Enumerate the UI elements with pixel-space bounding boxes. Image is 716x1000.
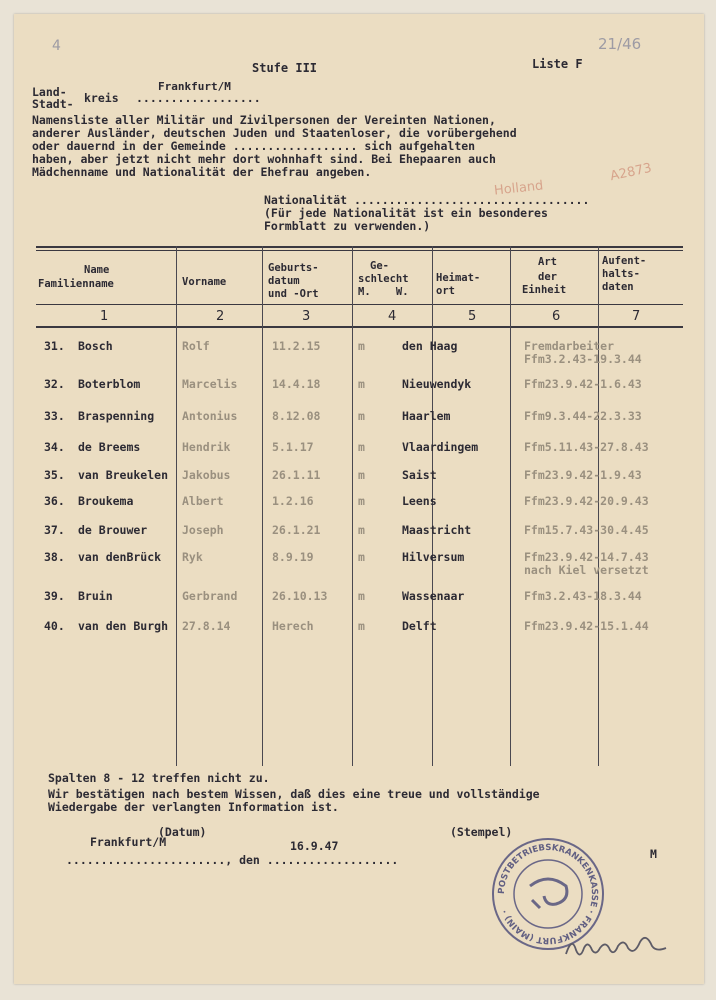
column-number-2: 2 (216, 309, 225, 324)
paper-sheet (14, 14, 704, 984)
cell-vorname: Ryk (182, 550, 203, 564)
signature-text: Brunner (582, 960, 587, 961)
posthorn-icon (530, 879, 567, 908)
cell-geburtsdatum: 8.9.19 (272, 550, 314, 564)
row-number: 31. (44, 339, 65, 353)
cell-geburtsdatum: Herech (272, 619, 314, 633)
pencil-number-top-left: 4 (52, 38, 61, 54)
header-aufenthalt-1: Aufent- (602, 255, 647, 267)
cell-familienname: de Brouwer (78, 523, 148, 537)
header-name: Name (84, 264, 110, 276)
cell-einheit-line: Fremdarbeiter (524, 339, 615, 353)
cell-geburtsdatum: 14.4.18 (272, 377, 321, 391)
cell-heimatort: Saist (402, 468, 437, 482)
cell-geschlecht: m (358, 589, 365, 603)
cell-geburtsdatum: 8.12.08 (272, 409, 321, 423)
kreis-dots: .................. (136, 91, 261, 105)
row-number: 38. (44, 550, 65, 564)
cell-einheit-line: Ffm23.9.42-20.9.43 (524, 494, 649, 508)
cell-familienname: Braspenning (78, 409, 155, 423)
cell-geburtsdatum: 5.1.17 (272, 440, 314, 454)
cell-geschlecht: m (358, 523, 365, 537)
cell-einheit-line: Ffm23.9.42-14.7.43 (524, 550, 649, 564)
cell-heimatort: Maastricht (402, 523, 472, 537)
cell-geburtsdatum: 26.10.13 (272, 589, 328, 603)
cell-einheit-line: Ffm23.9.42-1.6.43 (524, 377, 642, 391)
cell-vorname: Gerbrand (182, 589, 238, 603)
cell-vorname: Marcelis (182, 377, 238, 391)
header-einheit-1: Art (538, 256, 557, 268)
nationality-note-line-2: Formblatt zu verwenden.) (264, 219, 431, 233)
table-number-rule (36, 326, 683, 328)
kreis-label: kreis (84, 91, 119, 105)
cell-geschlecht: m (358, 409, 365, 423)
row-number: 40. (44, 619, 65, 633)
cell-einheit-line: Ffm5.11.43-27.8.43 (524, 440, 649, 454)
column-number-4: 4 (388, 309, 397, 324)
cell-familienname: van denBrück (78, 550, 162, 564)
cell-familienname: van den Burgh (78, 619, 169, 633)
signature-scribble (562, 930, 674, 964)
cell-heimatort: Hilversum (402, 550, 465, 564)
header-geburtsdatum-1: Geburts- (268, 262, 319, 274)
cell-geburtsdatum: 26.1.11 (272, 468, 321, 482)
description-line-1: Namensliste aller Militär und Zivilpersonen der Vereinten Nationen, (32, 113, 496, 127)
cell-geschlecht: m (358, 377, 365, 391)
cell-geschlecht: m (358, 440, 365, 454)
nationality-pencil: Holland (493, 178, 545, 199)
cell-familienname: Bosch (78, 339, 113, 353)
table-top-rule (36, 246, 683, 248)
column-divider-5 (510, 246, 511, 766)
cell-familienname: de Breems (78, 440, 141, 454)
row-number: 37. (44, 523, 65, 537)
pencil-number-top-right: 21/46 (598, 35, 642, 53)
cell-einheit-line: Ffm15.7.43-30.4.45 (524, 523, 649, 537)
cell-geschlecht: m (358, 550, 365, 564)
confirmation-line-1: Wir bestätigen nach bestem Wissen, daß dies eine treue und vollständige (48, 787, 540, 801)
red-reference-number: A2873 (608, 160, 654, 185)
header-familienname: Familienname (38, 278, 114, 290)
stufe-label: Stufe III (252, 61, 318, 75)
cell-vorname: Jakobus (182, 468, 231, 482)
header-geburtsdatum-2: datum (268, 275, 300, 287)
cell-einheit-line: Ffm23.9.42-15.1.44 (524, 619, 649, 633)
nationality-label: Nationalität .................................. (264, 193, 590, 207)
cell-familienname: van Breukelen (78, 468, 169, 482)
header-einheit-2: der (538, 271, 557, 283)
cell-geburtsdatum: 26.1.21 (272, 523, 321, 537)
cell-heimatort: den Haag (402, 339, 458, 353)
row-number: 39. (44, 589, 65, 603)
cell-einheit-line: Ffm23.9.42-1.9.43 (524, 468, 642, 482)
stamp-text: POSTBETRIEBSKRANKENKASSE · FRANKFURT (MAIN) · (496, 842, 600, 946)
header-geschlecht-2: schlecht (358, 273, 409, 285)
description-line-2: anderer Ausländer, deutschen Juden und Staatenloser, die vorübergehend (32, 126, 517, 140)
spalten-note: Spalten 8 - 12 treffen nicht zu. (48, 771, 270, 785)
stempel-label: (Stempel) (450, 825, 513, 839)
description-line-3: oder dauernd in der Gemeinde .................. sich aufgehalten (32, 139, 476, 153)
confirmation-line-2: Wiedergabe der verlangten Information ist. (48, 800, 339, 814)
table-header-rule (36, 304, 683, 305)
cell-geschlecht: m (358, 619, 365, 633)
header-aufenthalt-3: daten (602, 281, 634, 293)
row-number: 32. (44, 377, 65, 391)
datum-label: (Datum) (158, 825, 207, 839)
header-geschlecht-1: Ge- (370, 260, 389, 272)
land-label: Land- (32, 85, 67, 99)
cell-vorname: 27.8.14 (182, 619, 231, 633)
cell-familienname: Broukema (78, 494, 134, 508)
row-number: 33. (44, 409, 65, 423)
cell-vorname: Hendrik (182, 440, 231, 454)
cell-einheit-line: Ffm9.3.44-22.3.33 (524, 409, 642, 423)
column-number-6: 6 (552, 309, 561, 324)
header-vorname: Vorname (182, 276, 227, 288)
table-top-rule-2 (36, 250, 683, 251)
cell-heimatort: Haarlem (402, 409, 451, 423)
cell-geschlecht: m (358, 339, 365, 353)
m-mark: M (650, 847, 657, 861)
cell-vorname: Antonius (182, 409, 238, 423)
stadt-label: Stadt- (32, 97, 74, 111)
cell-vorname: Albert (182, 494, 224, 508)
cell-heimatort: Vlaardingem (402, 440, 479, 454)
cell-vorname: Rolf (182, 339, 210, 353)
column-number-7: 7 (632, 309, 641, 324)
cell-einheit-line: nach Kiel versetzt (524, 563, 649, 577)
column-number-1: 1 (100, 309, 109, 324)
cell-familienname: Boterblom (78, 377, 141, 391)
header-heimatort-2: ort (436, 285, 455, 297)
row-number: 35. (44, 468, 65, 482)
header-geburtsdatum-3: und -Ort (268, 288, 319, 300)
cell-geschlecht: m (358, 468, 365, 482)
date-dots-line: ......................., den ................... (66, 853, 399, 867)
cell-heimatort: Wassenaar (402, 589, 465, 603)
cell-vorname: Joseph (182, 523, 224, 537)
cell-heimatort: Leens (402, 494, 437, 508)
row-number: 36. (44, 494, 65, 508)
person-table (36, 246, 683, 766)
column-divider-2 (262, 246, 263, 766)
cell-einheit-line: Ffm3.2.43-19.3.44 (524, 352, 642, 366)
description-line-5: Mädchenname und Nationalität der Ehefrau angeben. (32, 165, 372, 179)
date-value: 16.9.47 (290, 839, 339, 853)
cell-heimatort: Nieuwendyk (402, 377, 472, 391)
column-divider-3 (352, 246, 353, 766)
header-heimatort-1: Heimat- (436, 272, 481, 284)
cell-geburtsdatum: 1.2.16 (272, 494, 314, 508)
kreis-value: Frankfurt/M (158, 80, 231, 93)
liste-label: Liste F (532, 57, 583, 71)
column-number-3: 3 (302, 309, 311, 324)
place-value: Frankfurt/M (90, 835, 167, 849)
header-aufenthalt-2: halts- (602, 268, 640, 280)
header-geschlecht-3: M. W. (358, 286, 409, 298)
nationality-note-line-1: (Für jede Nationalität ist ein besonderes (264, 206, 548, 220)
cell-geschlecht: m (358, 494, 365, 508)
description-line-4: haben, aber jetzt nicht mehr dort wohnhaft sind. Bei Ehepaaren auch (32, 152, 496, 166)
cell-einheit-line: Ffm3.2.43-18.3.44 (524, 589, 642, 603)
row-number: 34. (44, 440, 65, 454)
cell-familienname: Bruin (78, 589, 113, 603)
cell-geburtsdatum: 11.2.15 (272, 339, 321, 353)
column-divider-1 (176, 246, 177, 766)
column-number-5: 5 (468, 309, 477, 324)
header-einheit-3: Einheit (522, 284, 567, 296)
cell-heimatort: Delft (402, 619, 437, 633)
